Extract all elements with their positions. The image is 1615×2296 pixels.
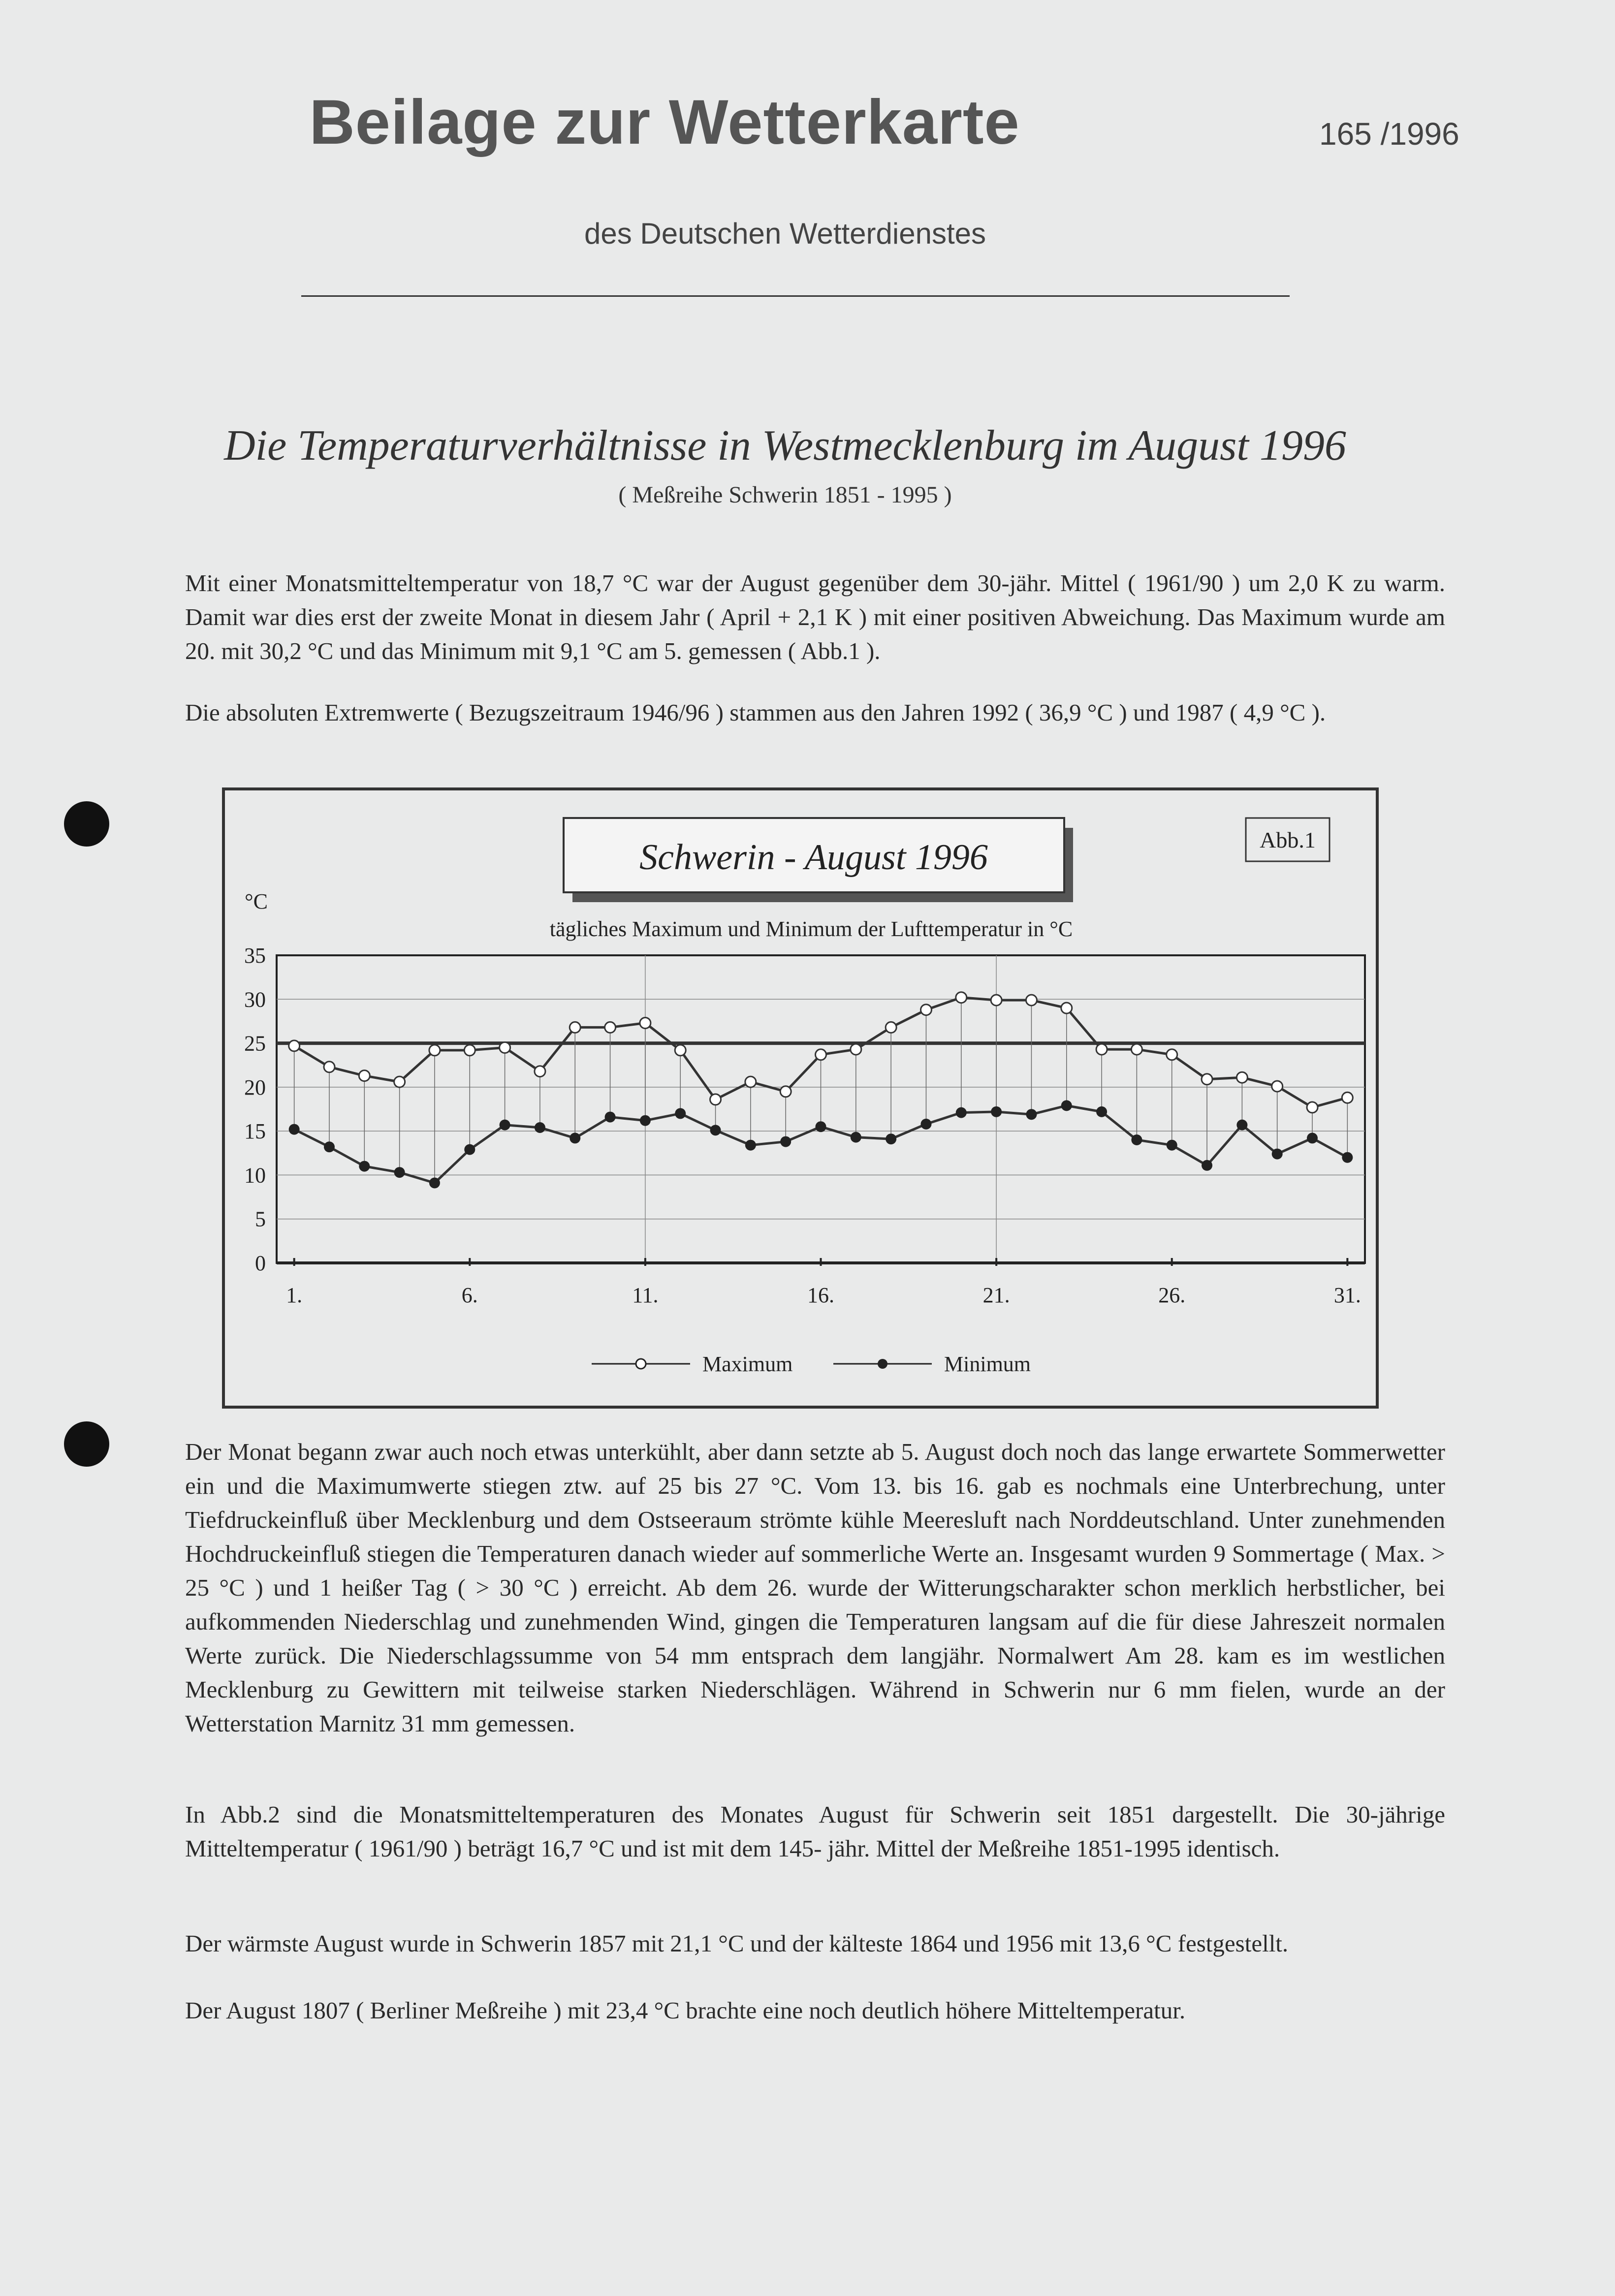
paragraph-6: Der August 1807 ( Berliner Meßreihe ) mit 23,4 °C brachte eine noch deutlich höhere Mitteltemperatur. [185, 1997, 1186, 2024]
x-tick-label: 21. [982, 1283, 1010, 1307]
point-minimum [605, 1112, 616, 1123]
point-maximum [920, 1005, 931, 1015]
point-minimum [956, 1107, 967, 1118]
point-maximum [780, 1086, 791, 1097]
point-minimum [394, 1167, 405, 1178]
paragraph-3: Der Monat begann zwar auch noch etwas unterkühlt, aber dann setzte ab 5. August doch noch das lange erwartete Sommerwetter ein und die Maximumwerte stiegen ztw. auf 25 bis 27 °C. Vom 13. bis 16. gab es nochmals eine Unterbrechung, unter Tiefdruckeinfluß über Mecklenburg und dem Ostseeraum strömte kühle Meeresluft nach Norddeutschland. Unter zunehmenden Hochdruckeinfluß stiegen die Temperaturen danach wieder auf sommerliche Werte an. Insgesamt wurden 9 Sommertage ( Max. > 25 °C ) und 1 heißer Tag ( > 30 °C ) erreicht. Ab dem 26. wurde der Witterungscharakter schon merklich herbstlicher, bei aufkommenden Niederschlag und zunehmenden Wind, gingen die Temperaturen langsam auf die für diese Jahreszeit normalen Werte zurück. Die Niederschlagssumme von 54 mm entsprach dem langjähr. Normalwert Am 28. kam es im westlichen Mecklenburg zu Gewittern mit teilweise starken Niederschlägen. Während in Schwerin nur 6 mm fielen, wurde an der Wetterstation Marnitz 31 mm gemessen. [185, 1438, 1445, 1737]
article-subtitle: ( Meßreihe Schwerin 1851 - 1995 ) [618, 482, 952, 508]
point-maximum [745, 1076, 756, 1087]
legend-minimum-label: Minimum [944, 1352, 1031, 1376]
paragraph-5: Der wärmste August wurde in Schwerin 1857 mit 21,1 °C und der kälteste 1864 und 1956 mit 13,6 °C festgestellt. [185, 1930, 1289, 1957]
point-maximum [1026, 995, 1037, 1006]
publication-subtitle: des Deutschen Wetterdienstes [584, 217, 986, 250]
point-maximum [1096, 1044, 1107, 1055]
point-minimum [675, 1108, 686, 1119]
point-maximum [464, 1045, 475, 1056]
point-minimum [745, 1140, 756, 1151]
point-maximum [359, 1070, 370, 1081]
x-tick-label: 6. [461, 1283, 478, 1307]
y-tick-label: 10 [244, 1163, 266, 1188]
point-maximum [1307, 1102, 1318, 1113]
point-maximum [1167, 1049, 1177, 1060]
y-tick-label: 20 [244, 1075, 266, 1100]
point-maximum [991, 995, 1002, 1006]
point-maximum [1131, 1044, 1142, 1055]
legend-maximum-label: Maximum [702, 1352, 793, 1376]
point-maximum [1061, 1003, 1072, 1013]
point-minimum [816, 1121, 826, 1132]
y-tick-label: 25 [244, 1031, 266, 1056]
point-minimum [1026, 1109, 1037, 1120]
point-maximum [1342, 1092, 1353, 1103]
point-minimum [920, 1119, 931, 1130]
point-minimum [886, 1133, 896, 1144]
article-title: Die Temperaturverhältnisse in Westmecklenburg im August 1996 [224, 422, 1346, 470]
point-maximum [710, 1094, 721, 1105]
point-minimum [1167, 1140, 1177, 1151]
punch-hole-bottom [64, 1421, 109, 1467]
point-minimum [1342, 1152, 1353, 1163]
point-maximum [1236, 1072, 1247, 1083]
point-maximum [886, 1022, 896, 1033]
y-tick-label: 30 [244, 987, 266, 1012]
point-minimum [1272, 1149, 1283, 1160]
chart-title: Schwerin - August 1996 [639, 837, 988, 878]
paragraph-1: Mit einer Monatsmitteltemperatur von 18,7 °C war der August gegenüber dem 30-jähr. Mittel ( 1961/90 ) um 2,0 K zu warm. Damit war dies erst der zweite Monat in diesem Jahr ( April + 2,1 K ) mit einer positiven Abweichung. Das Maximum wurde am 20. mit 30,2 °C und das Minimum mit 9,1 °C am 5. gemessen ( Abb.1 ). [185, 569, 1445, 664]
paragraph-4: In Abb.2 sind die Monatsmitteltemperaturen des Monates August für Schwerin seit 1851 dargestellt. Die 30-jährige Mitteltemperatur ( 1961/90 ) beträgt 16,7 °C und ist mit dem 145- jähr. Mittel der Meßreihe 1851-1995 identisch. [185, 1801, 1445, 1862]
plot-area [244, 944, 1365, 1307]
y-tick-label: 35 [244, 944, 266, 968]
point-minimum [1236, 1120, 1247, 1131]
point-minimum [429, 1178, 440, 1189]
header-divider [301, 295, 1290, 297]
point-minimum [289, 1124, 300, 1135]
figure-badge [1246, 818, 1330, 861]
point-minimum [359, 1161, 370, 1172]
point-maximum [851, 1044, 861, 1055]
point-maximum [1202, 1074, 1212, 1085]
point-maximum [1272, 1081, 1283, 1092]
legend [592, 1352, 1031, 1376]
legend-minimum-marker [878, 1359, 887, 1369]
publication-title: Beilage zur Wetterkarte [309, 87, 1020, 157]
x-tick-label: 31. [1333, 1283, 1361, 1307]
point-minimum [500, 1120, 510, 1131]
point-maximum [429, 1045, 440, 1056]
x-tick-label: 1. [286, 1283, 303, 1307]
chart-subtitle: tägliches Maximum und Minimum der Lufttemperatur in °C [549, 917, 1073, 941]
point-minimum [570, 1132, 580, 1143]
point-minimum [324, 1141, 335, 1152]
x-tick-label: 11. [632, 1283, 659, 1307]
punch-hole-top [64, 801, 109, 847]
point-minimum [464, 1144, 475, 1155]
point-maximum [289, 1040, 300, 1051]
point-maximum [535, 1066, 545, 1077]
chart-title-box [564, 818, 1073, 902]
y-tick-label: 5 [255, 1207, 266, 1231]
point-maximum [500, 1042, 510, 1053]
point-minimum [535, 1122, 545, 1133]
point-minimum [1131, 1134, 1142, 1145]
y-axis-unit: °C [245, 889, 268, 913]
x-tick-label: 16. [807, 1283, 834, 1307]
point-minimum [1307, 1132, 1318, 1143]
point-maximum [570, 1022, 580, 1033]
point-maximum [324, 1062, 335, 1072]
point-minimum [1061, 1100, 1072, 1111]
point-maximum [675, 1045, 686, 1056]
point-maximum [956, 992, 967, 1003]
issue-number: 165 /1996 [1319, 116, 1459, 152]
paragraph-2: Die absoluten Extremwerte ( Bezugszeitraum 1946/96 ) stammen aus den Jahren 1992 ( 36,9 °C ) und 1987 ( 4,9 °C ). [185, 699, 1326, 726]
badge-text: Abb.1 [1260, 827, 1316, 852]
y-tick-label: 15 [244, 1119, 266, 1144]
figure-abb1 [222, 787, 1379, 1409]
point-minimum [851, 1132, 861, 1143]
x-tick-label: 26. [1158, 1283, 1186, 1307]
chart [225, 790, 1376, 1406]
point-maximum [605, 1022, 616, 1033]
point-minimum [710, 1125, 721, 1135]
point-maximum [640, 1018, 651, 1029]
y-tick-label: 0 [255, 1251, 266, 1275]
point-minimum [991, 1106, 1002, 1117]
legend-maximum-marker [636, 1359, 646, 1369]
point-minimum [780, 1136, 791, 1147]
point-minimum [1096, 1106, 1107, 1117]
point-maximum [394, 1076, 405, 1087]
point-maximum [816, 1049, 826, 1060]
point-minimum [1202, 1160, 1212, 1171]
point-minimum [640, 1115, 651, 1126]
